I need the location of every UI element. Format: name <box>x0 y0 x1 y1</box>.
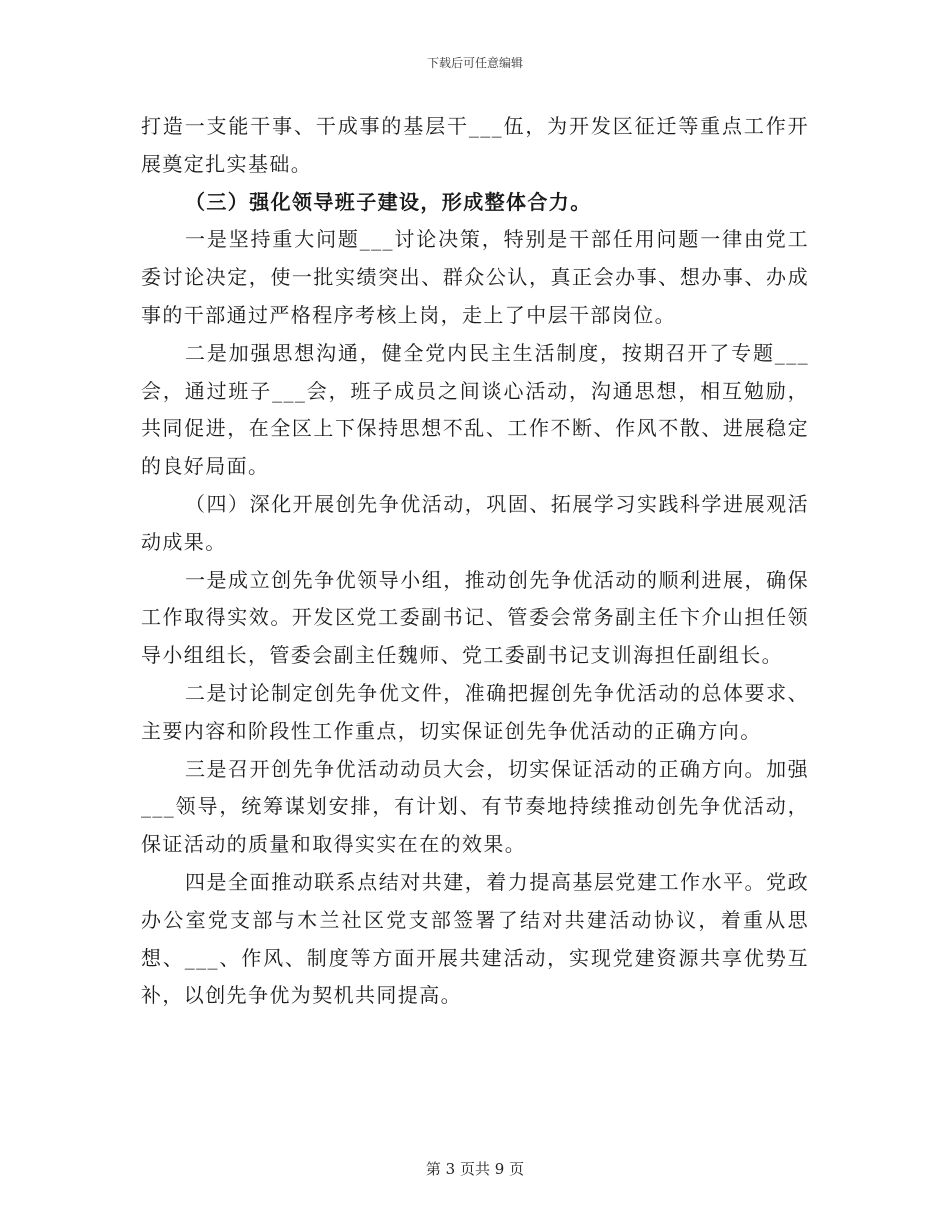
section-heading-3: （三）强化领导班子建设，形成整体合力。 <box>185 189 592 214</box>
section-heading-4: （四）深化开展创先争优活动，巩固、拓展学习实践科学进展观活动成果。 <box>141 491 809 554</box>
paragraph-6: 一是成立创先争优领导小组，推动创先争优活动的顺利进展，确保工作取得实效。开发区党工委副书记、管委会常务副主任卞介山担任领导小组组长，管委会副主任魏师、党工委副书记支训海担任副组长。 <box>141 567 809 668</box>
page-header-note: 下载后可任意编辑 <box>426 56 523 70</box>
paragraph-4: 二是加强思想沟通，健全党内民主生活制度，按期召开了专题___会，通过班子___会，班子成员之间谈心活动，沟通思想，相互勉励，共同促进，在全区上下保持思想不乱、工作不断、作风不散、进展稳定的良好局面。 <box>141 340 809 479</box>
paragraph-1: 打造一支能干事、干成事的基层干___伍，为开发区征迁等重点工作开展奠定扎实基础。 <box>141 114 809 176</box>
paragraph-9: 四是全面推动联系点结对共建，着力提高基层党建工作水平。党政办公室党支部与木兰社区党支部签署了结对共建活动协议，着重从思想、___、作风、制度等方面开展共建活动，实现党建资源共享优势互补，以创先争优为契机共同提高。 <box>141 869 809 1008</box>
paragraph-8: 三是召开创先争优活动动员大会，切实保证活动的正确方向。加强___领导，统筹谋划安排，有计划、有节奏地持续推动创先争优活动，保证活动的质量和取得实实在在的效果。 <box>141 756 809 857</box>
page-footer-number: 第 3 页共 9 页 <box>425 1160 525 1178</box>
paragraph-7: 二是讨论制定创先争优文件，准确把握创先争优活动的总体要求、主要内容和阶段性工作重点，切实保证创先争优活动的正确方向。 <box>141 680 809 743</box>
paragraph-3: 一是坚持重大问题___讨论决策，特别是干部任用问题一律由党工委讨论决定，使一批实绩突出、群众公认，真正会办事、想办事、办成事的干部通过严格程序考核上岗，走上了中层干部岗位。 <box>141 227 809 327</box>
document-body <box>141 108 809 1015</box>
